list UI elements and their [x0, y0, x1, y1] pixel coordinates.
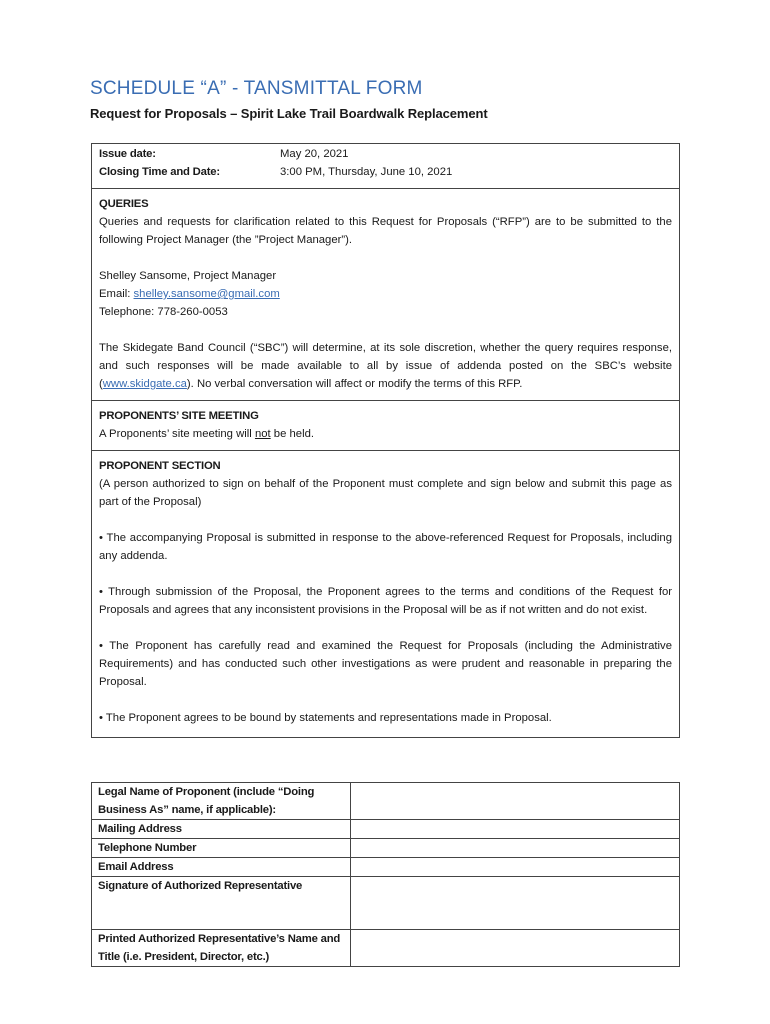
proponent-bullet: • The accompanying Proposal is submitted in response to the above-referenced Request for Proposals, including any addenda.: [99, 532, 672, 562]
dates-section: [92, 144, 679, 189]
proponent-bullet: • Through submission of the Proposal, the Proponent agrees to the terms and conditions of the Request for Proposals and agrees that any inconsistent provisions in the Proposal will be as if not written and do not exist.: [99, 586, 672, 616]
queries-section: [92, 189, 679, 401]
proponent-heading: PROPONENT SECTION: [99, 460, 221, 472]
form-row-mailing-address: [92, 820, 680, 839]
queries-intro: Queries and requests for clarification related to this Request for Proposals (“RFP”) are to be submitted to the following Project Manager (the ”Project Manager”).: [99, 216, 672, 246]
proponent-intro: (A person authorized to sign on behalf of the Proponent must complete and sign below and submit this page as part of the Proposal): [99, 478, 672, 508]
site-meeting-text: A Proponents’ site meeting will not be held.: [99, 428, 314, 440]
issue-date-value: May 20, 2021: [280, 148, 349, 160]
proponent-bullet: • The Proponent agrees to be bound by statements and representations made in Proposal.: [99, 712, 552, 724]
page-title: SCHEDULE “A” - TANSMITTAL FORM: [90, 78, 423, 99]
page-subtitle: Request for Proposals – Spirit Lake Trail Boardwalk Replacement: [90, 106, 488, 121]
printed-name-field[interactable]: [351, 930, 680, 967]
closing-date-label: Closing Time and Date:: [99, 166, 220, 178]
website-link[interactable]: www.skidgate.ca: [102, 378, 187, 390]
contact-name: Shelley Sansome, Project Manager: [99, 270, 277, 282]
form-row-email: [92, 858, 680, 877]
proponent-section: [92, 451, 679, 737]
site-meeting-heading: PROPONENTS’ SITE MEETING: [99, 410, 259, 422]
info-box: [91, 143, 680, 738]
issue-date-label: Issue date:: [99, 148, 156, 160]
email-label: Email:: [99, 288, 134, 300]
telephone-field[interactable]: [351, 839, 680, 858]
email-address-field[interactable]: [351, 858, 680, 877]
legal-name-field[interactable]: [351, 783, 680, 820]
form-row-printed-name: [92, 930, 680, 967]
signature-label: Signature of Authorized Representative: [92, 877, 351, 930]
form-row-telephone: [92, 839, 680, 858]
legal-name-label: Legal Name of Proponent (include “Doing Business As” name, if applicable):: [92, 783, 351, 820]
proponent-bullet: • The Proponent has carefully read and examined the Request for Proposals (including the Administrative Requirements) and has conducted such other investigations as were prudent and reasonable in preparing the Proposal.: [99, 640, 672, 688]
mailing-address-field[interactable]: [351, 820, 680, 839]
queries-heading: QUERIES: [99, 198, 149, 210]
sbc-paragraph: The Skidegate Band Council (“SBC”) will determine, at its sole discretion, whether the query requires response, and such responses will be made available to all by issue of addenda posted on the SBC’s website (www.skidgate.ca). No verbal conversation will affect or modify the terms of this RFP.: [99, 342, 672, 390]
form-row-legal-name: [92, 783, 680, 820]
telephone-label: Telephone Number: [92, 839, 351, 858]
form-row-signature: [92, 877, 680, 930]
email-address-label: Email Address: [92, 858, 351, 877]
mailing-address-label: Mailing Address: [92, 820, 351, 839]
closing-date-value: 3:00 PM, Thursday, June 10, 2021: [280, 166, 453, 178]
site-meeting-section: [92, 401, 679, 451]
email-link[interactable]: shelley.sansome@gmail.com: [133, 288, 280, 300]
proponent-form-table: [91, 782, 680, 967]
printed-name-label: Printed Authorized Representative’s Name and Title (i.e. President, Director, etc.): [92, 930, 351, 967]
signature-field[interactable]: [351, 877, 680, 930]
contact-telephone: Telephone: 778-260-0053: [99, 306, 228, 318]
